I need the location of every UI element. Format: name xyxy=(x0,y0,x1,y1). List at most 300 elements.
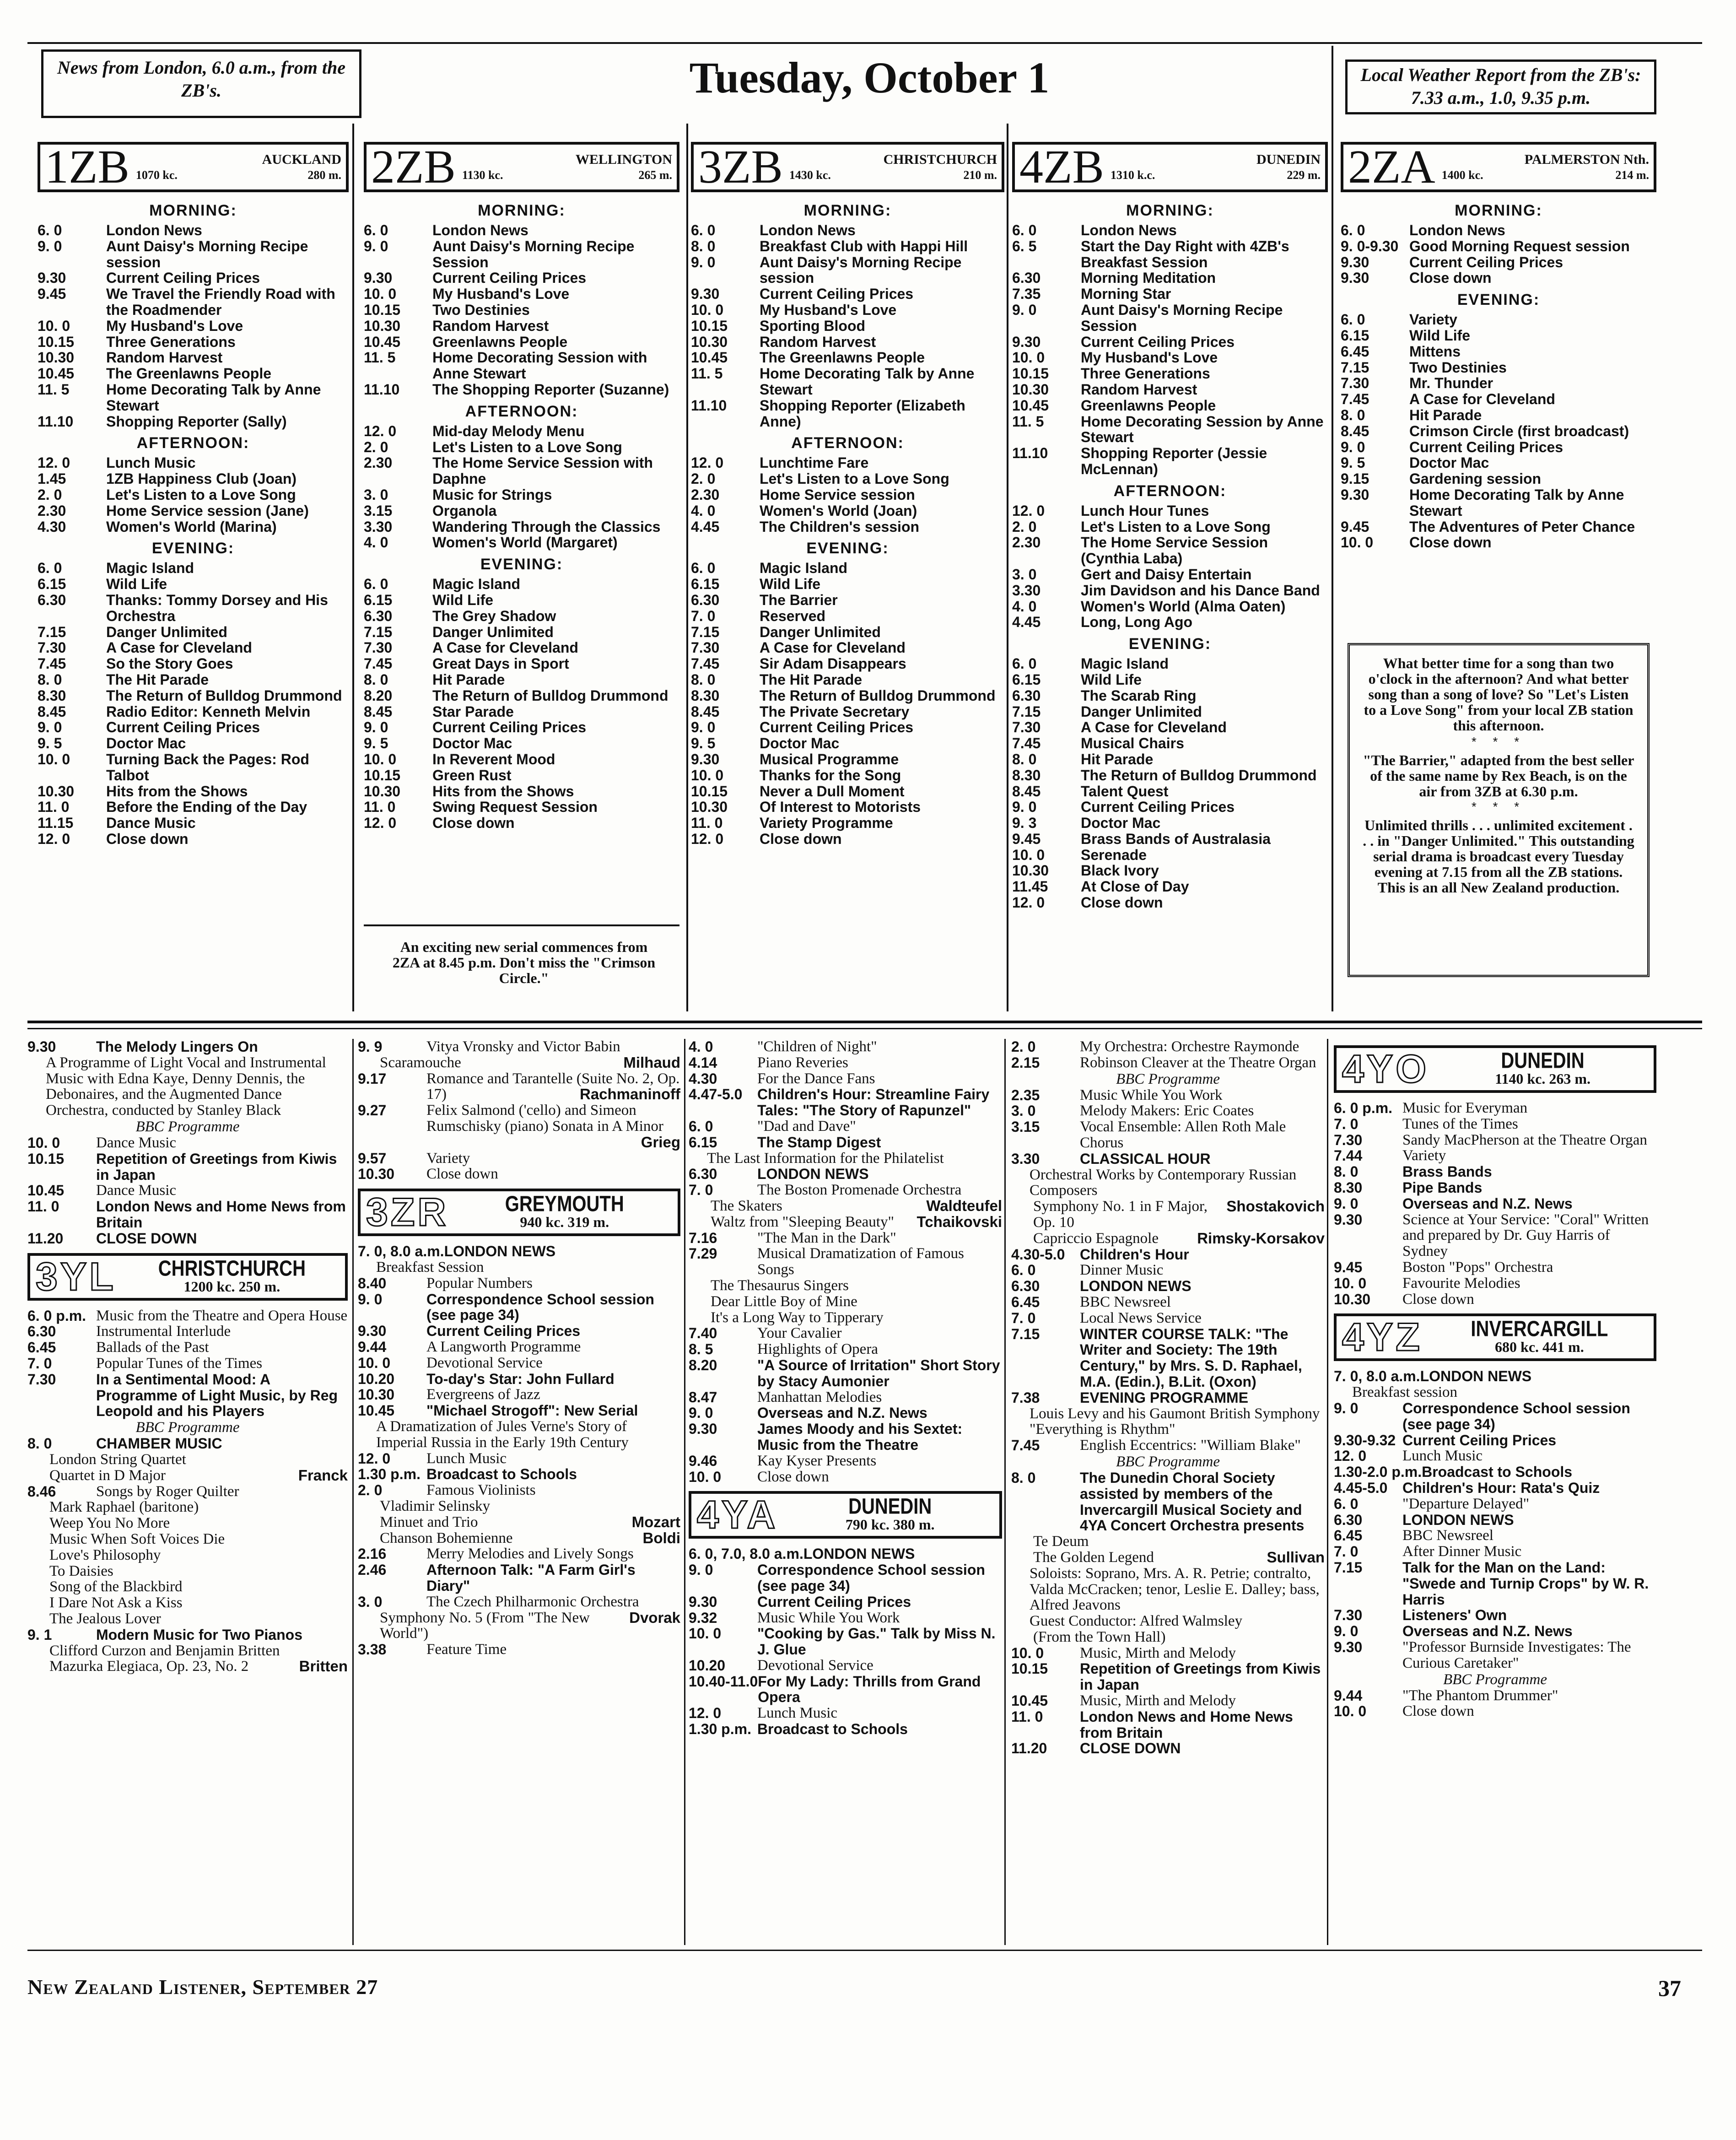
programme-time: 6.30 xyxy=(38,591,66,608)
programme-time: 4.45 xyxy=(1012,614,1041,631)
programme-item xyxy=(27,1183,348,1199)
programme-item xyxy=(689,1389,1002,1405)
programme-list xyxy=(1012,201,1328,911)
promo-love-song: What better time for a song than two o'clock in the afternoon? And what better song than a song of love? So "Let's Listen to a Love Song" from your local ZB station this afternoon. xyxy=(1364,655,1634,734)
programme-item xyxy=(689,1405,1002,1421)
programme-time: 8.30 xyxy=(1012,767,1041,784)
programme-time: 11.45 xyxy=(1012,878,1048,895)
station-header xyxy=(1341,142,1656,192)
station-city: DUNEDIN xyxy=(1501,1048,1585,1073)
programme-time: 9.30 xyxy=(364,270,393,286)
programme-title: Good Morning Request session xyxy=(1409,238,1630,254)
programme-item xyxy=(1334,1275,1656,1292)
programme-title: Doctor Mac xyxy=(106,735,186,752)
programme-title: The Adventures of Peter Chance xyxy=(1409,518,1635,535)
composer-name: Boldi xyxy=(642,1529,680,1546)
programme-title: Piano Reveries xyxy=(757,1054,848,1071)
programme-time: 7.29 xyxy=(689,1245,717,1262)
programme-item xyxy=(27,1135,348,1151)
programme-item xyxy=(1012,815,1328,831)
programme-item xyxy=(1012,735,1328,751)
lower-vertical-2 xyxy=(684,1039,685,1945)
programme-time: 10.15 xyxy=(364,301,401,318)
programme-time: 1.30 p.m. xyxy=(358,1466,421,1483)
programme-time: 7.30 xyxy=(27,1371,56,1388)
programme-time: 10. 0 xyxy=(1011,1644,1044,1661)
programme-detail xyxy=(27,1611,348,1627)
programme-time: 6. 0 xyxy=(38,222,62,238)
programme-time: 7.30 xyxy=(38,639,66,656)
programme-time: 7.40 xyxy=(689,1325,717,1342)
station-kc: 1400 kc. xyxy=(1441,168,1483,182)
programme-item xyxy=(689,1453,1002,1469)
lower-vertical-3 xyxy=(1004,1039,1006,1945)
programme-time: 7.15 xyxy=(1341,359,1369,376)
programme-item xyxy=(358,1339,680,1355)
programme-item xyxy=(1341,328,1656,344)
station-frequency xyxy=(1442,168,1649,183)
detail-text: Minuet and Trio xyxy=(380,1513,478,1530)
programme-item xyxy=(358,1166,680,1182)
lower-col-3 xyxy=(689,1039,1002,1737)
programme-time: 11. 5 xyxy=(1012,413,1044,430)
programme-title: Correspondence School session (see page 34) xyxy=(757,1562,985,1594)
programme-time: 11. 0 xyxy=(691,815,723,832)
programme-item xyxy=(1341,519,1656,535)
programme-time: 6.15 xyxy=(1012,671,1041,688)
detail-text: It's a Long Way to Tipperary xyxy=(711,1309,884,1326)
programme-time: 10.20 xyxy=(358,1370,395,1387)
programme-title: To-day's Star: John Fullard xyxy=(426,1370,615,1387)
programme-title: Home Service session (Jane) xyxy=(106,502,309,519)
station-city: DUNEDIN xyxy=(1256,152,1321,167)
programme-time: 10. 0 xyxy=(1334,1275,1367,1292)
programme-item xyxy=(1011,1740,1325,1756)
programme-item xyxy=(691,815,1004,831)
programme-title: Close down xyxy=(426,1166,498,1183)
programme-time: 9.30 xyxy=(1341,254,1369,270)
programme-item xyxy=(364,455,679,487)
programme-item xyxy=(364,334,679,350)
programme-item xyxy=(358,1243,680,1259)
programme-item xyxy=(1334,1259,1656,1275)
station-meta xyxy=(1442,151,1649,183)
programme-time: 9. 3 xyxy=(1012,815,1037,832)
programme-item xyxy=(38,640,349,656)
programme-title: Famous Violinists xyxy=(426,1482,536,1499)
station-header xyxy=(689,1491,1002,1539)
programme-time: 10.15 xyxy=(691,317,728,334)
programme-time: 9.45 xyxy=(38,286,66,303)
detail-text: The Skaters xyxy=(711,1197,782,1214)
bbc-programme-credit: BBC Programme xyxy=(135,1118,240,1135)
section-heading: MORNING: xyxy=(149,202,237,219)
programme-title: Boston "Pops" Orchestra xyxy=(1402,1259,1553,1275)
programme-time: 12. 0 xyxy=(38,454,70,471)
programme-title: London News xyxy=(760,222,856,238)
programme-title: The Melody Lingers On xyxy=(96,1038,258,1055)
station-frequency xyxy=(136,168,341,183)
programme-item xyxy=(1012,599,1328,615)
section-heading: MORNING: xyxy=(803,202,892,219)
programme-title: Sir Adam Disappears xyxy=(760,655,906,672)
programme-title: Variety xyxy=(1409,311,1457,328)
programme-item xyxy=(689,1119,1002,1135)
programme-item xyxy=(691,398,1004,430)
programme-time: 9. 0 xyxy=(38,238,62,254)
programme-time: 9. 0 xyxy=(38,719,62,736)
programme-time: 12. 0 xyxy=(689,1705,722,1722)
programme-time: 9.30 xyxy=(27,1038,56,1055)
programme-title: CLOSE DOWN xyxy=(96,1230,197,1247)
programme-time: 2.35 xyxy=(1011,1086,1040,1103)
programme-item xyxy=(1341,312,1656,328)
programme-item xyxy=(1334,1148,1656,1164)
programme-title: Manhattan Melodies xyxy=(757,1389,882,1405)
programme-detail xyxy=(27,1643,348,1659)
programme-time: 8. 0 xyxy=(1341,406,1365,423)
programme-time: 7. 0, 8.0 a.m. xyxy=(1334,1368,1420,1385)
programme-time: 8.45 xyxy=(691,703,720,720)
programme-item xyxy=(691,350,1004,366)
programme-item xyxy=(691,784,1004,800)
programme-item xyxy=(691,767,1004,784)
programme-title: Music, Mirth and Melody xyxy=(1080,1644,1236,1661)
programme-item xyxy=(1334,1180,1656,1196)
programme-detail xyxy=(27,1595,348,1611)
programme-item xyxy=(1341,439,1656,455)
programme-title: Variety xyxy=(1402,1147,1446,1164)
programme-item xyxy=(691,608,1004,624)
programme-title: Hit Parade xyxy=(1081,751,1154,767)
programme-time: 7.38 xyxy=(1011,1389,1040,1406)
detail-text: The Golden Legend xyxy=(1033,1549,1154,1566)
programme-title: Home Decorating Session with Anne Stewart xyxy=(432,349,647,382)
programme-title: Lunch Music xyxy=(757,1705,838,1722)
programme-title: London News and Home News from Britain xyxy=(1080,1708,1293,1741)
programme-item xyxy=(689,1230,1002,1246)
programme-title: Home Decorating Talk by Anne Stewart xyxy=(760,365,975,398)
programme-title: LONDON NEWS xyxy=(757,1166,869,1183)
programme-list xyxy=(364,201,679,831)
programme-item xyxy=(1012,784,1328,800)
programme-title: We Travel the Friendly Road with the Roadmender xyxy=(106,286,335,318)
programme-item xyxy=(691,455,1004,471)
programme-time: 10.30 xyxy=(691,799,728,816)
programme-title: Mr. Thunder xyxy=(1409,375,1493,392)
programme-title: CLASSICAL HOUR xyxy=(1080,1150,1211,1167)
programme-title: Listeners' Own xyxy=(1402,1607,1507,1624)
programme-item xyxy=(1012,238,1328,270)
programme-time: 6. 0 xyxy=(691,560,716,577)
programme-title: In a Sentimental Mood: A Programme of Light Music, by Reg Leopold and his Players xyxy=(96,1371,338,1420)
programme-title: The Private Secretary xyxy=(760,703,910,720)
weather-box: Local Weather Report from the ZB's: 7.33 a.m., 1.0, 9.35 p.m. xyxy=(1345,59,1656,114)
programme-item xyxy=(364,222,679,238)
programme-time: 10. 0 xyxy=(358,1354,391,1371)
programme-time: 6.15 xyxy=(38,576,66,593)
programme-title: Let's Listen to a Love Song xyxy=(1081,518,1271,535)
programme-time: 4. 0 xyxy=(689,1038,713,1055)
station-call-sign: 4YA xyxy=(697,1493,778,1537)
detail-text: (From the Town Hall) xyxy=(1033,1628,1166,1645)
detail-text: Music When Soft Voices Die xyxy=(49,1530,225,1547)
detail-text: Clifford Curzon and Benjamin Britten xyxy=(49,1642,280,1659)
programme-time: 10. 0 xyxy=(1012,349,1045,366)
programme-title: "Departure Delayed" xyxy=(1402,1495,1530,1512)
section-heading: AFTERNOON: xyxy=(465,402,578,420)
programme-title: Shopping Reporter (Elizabeth Anne) xyxy=(760,397,965,430)
programme-title: Random Harvest xyxy=(1081,381,1197,398)
programme-title: CHAMBER MUSIC xyxy=(96,1435,222,1452)
programme-time: 6. 0 xyxy=(1334,1495,1359,1512)
programme-title: Morning Star xyxy=(1081,286,1171,303)
programme-title: Long, Long Ago xyxy=(1081,614,1193,631)
programme-item xyxy=(38,592,349,624)
programme-time: 7. 0 xyxy=(689,1182,713,1199)
programme-title: Aunt Daisy's Morning Recipe session xyxy=(106,238,308,270)
station-frequency: 1140 kc. 263 m. xyxy=(1495,1070,1590,1087)
programme-item xyxy=(1012,704,1328,720)
programme-title: Close down xyxy=(1402,1703,1474,1720)
footer-publication: New Zealand Listener, September 27 xyxy=(27,1975,378,1999)
programme-detail xyxy=(27,1499,348,1515)
programme-time: 10.30 xyxy=(38,349,75,366)
programme-title: Close down xyxy=(1402,1291,1474,1308)
programme-title: Talk for the Man on the Land: "Swede and Turnip Crops" by W. R. Harris xyxy=(1402,1559,1649,1608)
station-call-sign: 2ZB xyxy=(371,141,456,193)
programme-time: 9.30 xyxy=(689,1593,717,1610)
programme-detail xyxy=(1011,1534,1325,1550)
programme-time: 7.45 xyxy=(1012,735,1041,752)
programme-time: 4.30 xyxy=(689,1070,717,1087)
programme-detail xyxy=(1011,1629,1325,1645)
programme-title: Organola xyxy=(432,502,497,519)
programme-item xyxy=(1011,1645,1325,1661)
programme-detail xyxy=(27,1563,348,1579)
programme-item xyxy=(691,222,1004,238)
programme-title: The Greenlawns People xyxy=(106,365,271,382)
programme-time: 9. 5 xyxy=(38,735,62,752)
programme-time: 6.30 xyxy=(364,607,393,624)
bbc-programme-credit: BBC Programme xyxy=(135,1419,240,1436)
programme-item xyxy=(689,1357,1002,1389)
programme-item xyxy=(689,1674,1002,1706)
programme-time: 7.30 xyxy=(691,639,720,656)
programme-time: 9. 5 xyxy=(1341,454,1365,471)
station-metres: 265 m. xyxy=(638,168,672,182)
programme-item xyxy=(1011,1693,1325,1709)
programme-item xyxy=(38,238,349,270)
programme-title: Broadcast to Schools xyxy=(1422,1464,1573,1481)
detail-text: The Thesaurus Singers xyxy=(711,1277,849,1294)
programme-time: 4.30 xyxy=(38,518,66,535)
programme-item xyxy=(358,1039,680,1055)
programme-time: 9. 0 xyxy=(689,1405,713,1421)
programme-item xyxy=(691,471,1004,487)
page-title: Tuesday, October 1 xyxy=(689,53,1050,102)
station-meta xyxy=(457,1194,672,1230)
programme-title: Random Harvest xyxy=(106,349,223,366)
station-frequency xyxy=(1111,168,1321,183)
lower-vertical-1 xyxy=(352,1039,354,1945)
programme-item xyxy=(27,1151,348,1183)
programme-title: Science at Your Service: "Coral" Written and prepared by Dr. Guy Harris of Sydney xyxy=(1402,1211,1649,1260)
section-heading: EVENING: xyxy=(151,540,235,557)
programme-item xyxy=(691,366,1004,398)
programme-item xyxy=(1012,382,1328,398)
programme-item xyxy=(689,1594,1002,1610)
programme-item xyxy=(691,831,1004,847)
programme-title: Lunchtime Fare xyxy=(760,454,869,471)
programme-title: Doctor Mac xyxy=(1081,815,1161,832)
programme-title: Popular Numbers xyxy=(426,1275,533,1292)
programme-time: 3.38 xyxy=(358,1641,387,1658)
section-heading: EVENING: xyxy=(1457,291,1540,309)
programme-item xyxy=(1012,535,1328,567)
programme-item xyxy=(358,1151,680,1167)
composer-name: Shostakovich xyxy=(1226,1198,1325,1215)
programme-item xyxy=(27,1436,348,1452)
programme-time: 4. 0 xyxy=(364,534,388,551)
programme-title: My Orchestra: Orchestre Raymonde xyxy=(1080,1038,1299,1055)
programme-item xyxy=(1341,254,1656,270)
programme-detail xyxy=(27,1579,348,1595)
programme-item xyxy=(38,688,349,704)
programme-item xyxy=(358,1371,680,1387)
programme-title: London News xyxy=(432,222,528,238)
programme-title: Close down xyxy=(1409,270,1492,286)
programme-title: My Husband's Love xyxy=(432,286,570,303)
programme-item xyxy=(1011,1087,1325,1103)
programme-time: 6.15 xyxy=(691,576,720,593)
programme-item xyxy=(38,471,349,487)
programme-time: 9. 0 xyxy=(1012,799,1037,816)
programme-time: 12. 0 xyxy=(364,815,397,832)
programme-item xyxy=(1012,350,1328,366)
programme-detail xyxy=(689,1294,1002,1310)
programme-time: 9.15 xyxy=(1341,470,1369,487)
programme-title: Serenade xyxy=(1081,846,1147,863)
programme-time: 6. 0 xyxy=(38,560,62,577)
programme-item xyxy=(38,751,349,784)
programme-list xyxy=(38,201,349,847)
programme-item xyxy=(364,672,679,688)
programme-item xyxy=(689,1135,1002,1151)
detail-text: Dear Little Boy of Mine xyxy=(711,1293,857,1310)
programme-time: 7.45 xyxy=(1011,1437,1040,1454)
programme-item xyxy=(691,302,1004,318)
programme-title: Radio Editor: Kenneth Melvin xyxy=(106,703,311,720)
programme-title: Local News Service xyxy=(1080,1309,1202,1326)
programme-item xyxy=(1341,471,1656,487)
programme-time: 2.16 xyxy=(358,1546,387,1562)
programme-item xyxy=(364,302,679,318)
programme-time: 6.45 xyxy=(27,1339,56,1356)
programme-item xyxy=(364,423,679,439)
programme-title: Current Ceiling Prices xyxy=(106,719,260,736)
programme-time: 6.30 xyxy=(689,1166,717,1183)
programme-detail: The Last Information for the Philatelist xyxy=(707,1150,944,1167)
programme-time: 8.46 xyxy=(27,1483,56,1500)
programme-item xyxy=(358,1546,680,1562)
programme-title: Devotional Service xyxy=(757,1657,873,1674)
programme-title: 1ZB Happiness Club (Joan) xyxy=(106,470,297,487)
programme-item xyxy=(689,1086,1002,1119)
programme-title: After Dinner Music xyxy=(1402,1543,1522,1560)
stars-divider: * * * xyxy=(1471,800,1526,814)
programme-title: Home Decorating Talk by Anne Stewart xyxy=(106,381,321,414)
programme-time: 9.45 xyxy=(1012,830,1041,847)
programme-item xyxy=(38,656,349,672)
programme-time: 6. 5 xyxy=(1012,238,1037,254)
programme-title: Feature Time xyxy=(426,1641,507,1658)
programme-item xyxy=(689,1658,1002,1674)
programme-item xyxy=(27,1039,348,1055)
programme-time: 3. 0 xyxy=(358,1593,383,1610)
programme-item xyxy=(364,535,679,551)
programme-list xyxy=(1341,201,1656,551)
programme-time: 9.45 xyxy=(1334,1259,1363,1275)
programme-title: Children's Hour xyxy=(1080,1246,1189,1263)
programme-item xyxy=(364,608,679,624)
programme-title: Sandy MacPherson at the Theatre Organ xyxy=(1402,1131,1647,1148)
programme-time: 7. 0, 8.0 a.m. xyxy=(358,1243,444,1260)
programme-item xyxy=(1012,656,1328,672)
station-metres: 214 m. xyxy=(1615,168,1649,182)
programme-title: Overseas and N.Z. News xyxy=(1402,1195,1573,1212)
programme-item xyxy=(1334,1432,1656,1448)
programme-item xyxy=(691,318,1004,334)
programme-title: Wandering Through the Classics xyxy=(432,518,661,535)
programme-title: Lunch Hour Tunes xyxy=(1081,502,1209,519)
programme-title: Jim Davidson and his Dance Band xyxy=(1081,582,1320,599)
programme-detail xyxy=(358,1530,680,1546)
programme-title: Musical Programme xyxy=(760,751,899,767)
station-2za xyxy=(1341,142,1656,551)
middle-rule-a xyxy=(27,1021,1702,1023)
programme-time: 8.40 xyxy=(358,1275,387,1292)
station-2zb xyxy=(364,142,679,831)
programme-time: 6.30 xyxy=(1011,1278,1040,1295)
programme-item xyxy=(27,1627,348,1643)
programme-title: So the Story Goes xyxy=(106,655,233,672)
programme-item xyxy=(27,1324,348,1340)
programme-item xyxy=(1012,799,1328,815)
programme-title: "A Source of Irritation" Short Story by Stacy Aumonier xyxy=(757,1356,1000,1389)
programme-detail: Breakfast session xyxy=(1352,1384,1458,1401)
programme-title: Random Harvest xyxy=(432,317,549,334)
composer-name: Rimsky-Korsakov xyxy=(1197,1229,1325,1247)
programme-title: Vocal Ensemble: Allen Roth Male Chorus xyxy=(1080,1119,1286,1151)
programme-title: The Scarab Ring xyxy=(1081,687,1197,704)
programme-time: 12. 0 xyxy=(1012,894,1045,911)
programme-item xyxy=(1012,879,1328,895)
programme-title: Wild Life xyxy=(106,576,167,593)
programme-title: Music for Strings xyxy=(432,486,552,503)
programme-time: 8.45 xyxy=(364,703,393,720)
programme-title: A Case for Cleveland xyxy=(1081,719,1227,736)
programme-time: 9.32 xyxy=(689,1609,717,1626)
programme-title: Close down xyxy=(432,815,515,832)
news-box: News from London, 6.0 a.m., from the ZB's. xyxy=(41,49,361,118)
programme-title: Dance Music xyxy=(96,1134,177,1151)
station-call-sign: 4ZB xyxy=(1019,141,1104,193)
programme-title: Danger Unlimited xyxy=(760,623,881,640)
programme-time: 10. 0 xyxy=(691,301,724,318)
programme-time: 6.30 xyxy=(1012,687,1041,704)
programme-title: Let's Listen to a Love Song xyxy=(760,470,949,487)
